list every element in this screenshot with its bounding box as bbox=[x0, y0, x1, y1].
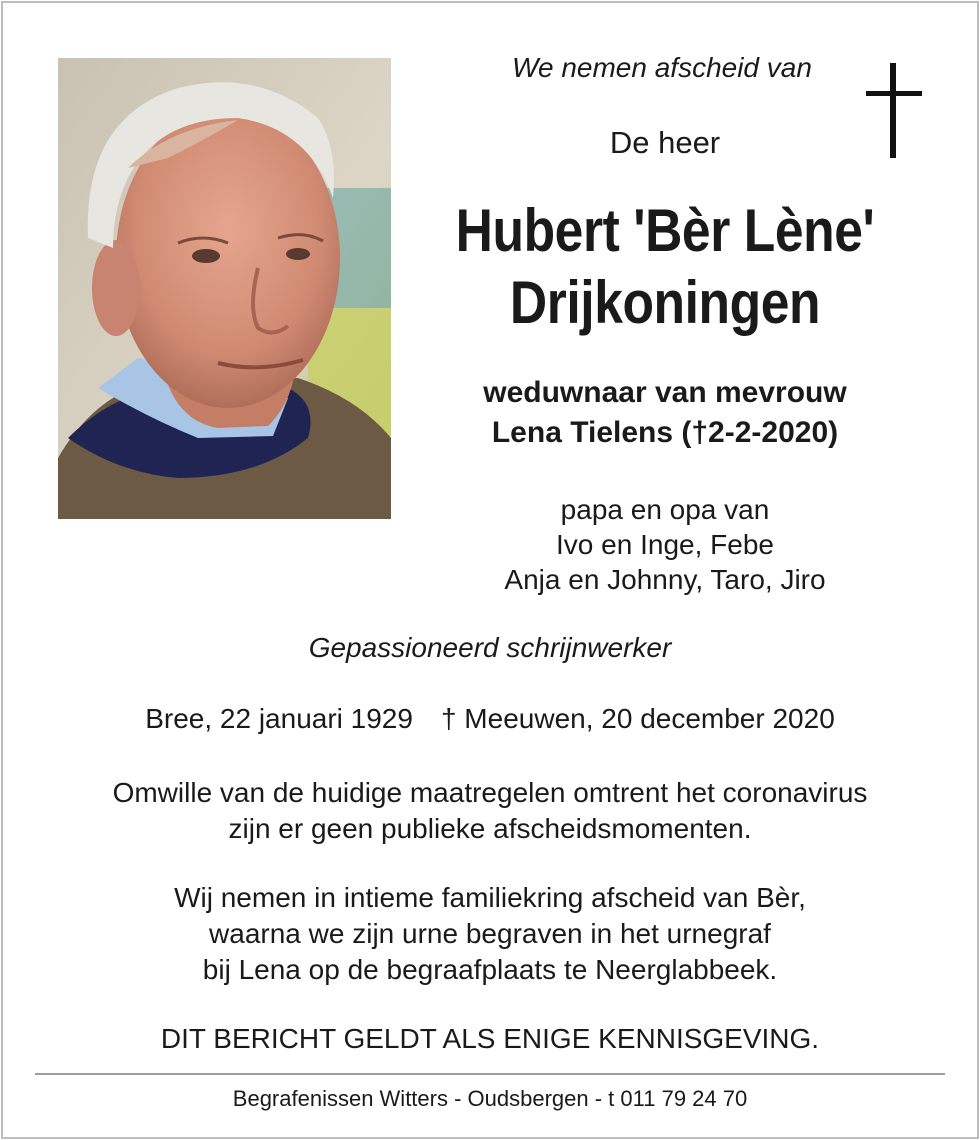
death-date: † Meeuwen, 20 december 2020 bbox=[440, 703, 835, 734]
intro-text: We nemen afscheid van bbox=[512, 52, 812, 83]
farewell-line-1: Wij nemen in intieme familiekring afscheid van Bèr, bbox=[174, 882, 806, 913]
portrait-illustration bbox=[58, 58, 391, 519]
farewell-line-2: waarna we zijn urne begraven in het urnegraf bbox=[209, 918, 771, 949]
spouse-info bbox=[420, 373, 910, 453]
official-notice: DIT BERICHT GELDT ALS ENIGE KENNISGEVING. bbox=[160, 1023, 820, 1054]
farewell-line-3: bij Lena op de begraafplaats te Neerglabbeek. bbox=[202, 954, 778, 985]
notice-line-2: zijn er geen publieke afscheidsmomenten. bbox=[228, 813, 752, 844]
family-line-1: papa en opa van bbox=[560, 494, 770, 525]
name-line-2: Drijkoningen bbox=[509, 269, 821, 336]
portrait-photo bbox=[58, 58, 391, 519]
notice-line-1: Omwille van de huidige maatregelen omtrent het coronavirus bbox=[112, 777, 868, 808]
spouse-line-2: Lena Tielens (†2-2-2020) bbox=[491, 416, 839, 449]
profession: Gepassioneerd schrijnwerker bbox=[308, 632, 672, 663]
farewell-text bbox=[0, 880, 980, 988]
corona-notice bbox=[0, 775, 980, 847]
name-line-1: Hubert 'Bèr Lène' bbox=[455, 197, 875, 264]
life-dates bbox=[0, 703, 980, 735]
footer-divider bbox=[35, 1073, 945, 1075]
family-line-3: Anja en Johnny, Taro, Jiro bbox=[504, 564, 826, 595]
spouse-line-1: weduwnaar van mevrouw bbox=[483, 376, 847, 409]
family-line-2: Ivo en Inge, Febe bbox=[556, 529, 774, 560]
family-info bbox=[420, 492, 910, 597]
funeral-home-footer: Begrafenissen Witters - Oudsbergen - t 011 79 24 70 bbox=[232, 1086, 748, 1111]
deceased-name bbox=[454, 195, 875, 339]
birth-date: Bree, 22 januari 1929 bbox=[145, 703, 413, 734]
title-prefix: De heer bbox=[609, 125, 721, 160]
